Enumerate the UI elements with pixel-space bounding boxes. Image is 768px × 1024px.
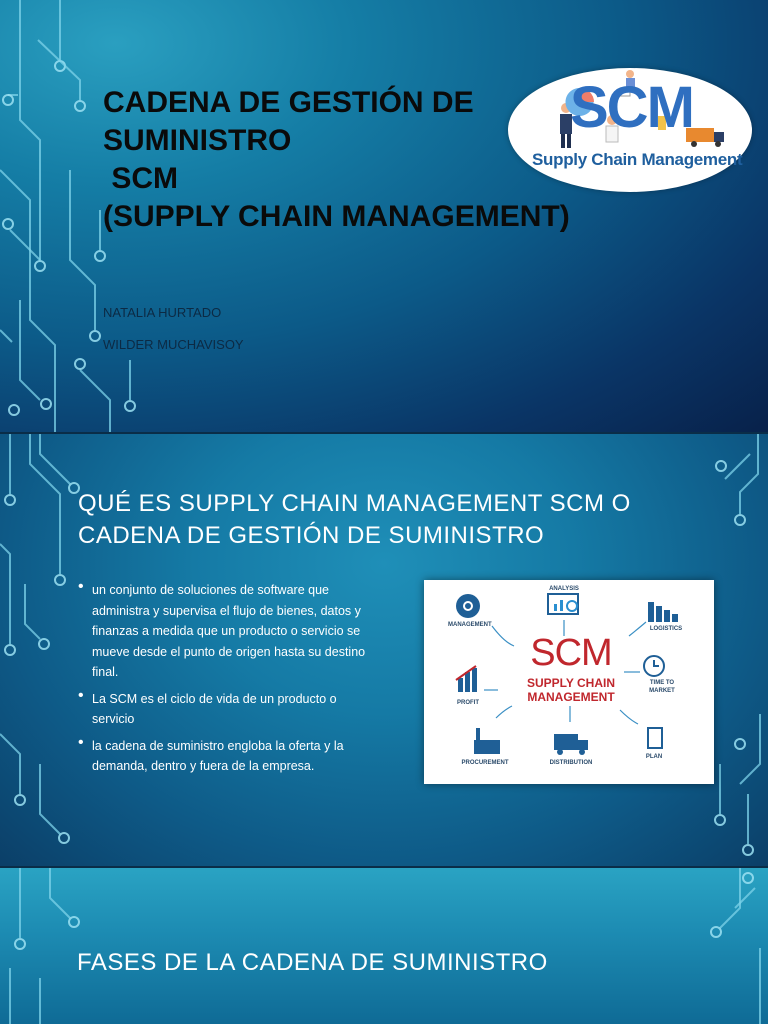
slide-2 [0,434,768,866]
presentation-title [103,84,570,236]
diagram-center-scm: SCM [530,632,612,674]
diagram-center-subtitle: MANAGEMENT [527,690,615,704]
diagram-label-procurement: PROCUREMENT [461,760,509,766]
circuit-decoration [0,868,768,1024]
author-name: NATALIA HURTADO [103,305,222,320]
scm-diagram-image [424,580,714,784]
slide-1 [0,0,768,432]
bullet-item: • un conjunto de soluciones de software que administra y supervisa el flujo de bienes, datos y finanzas a medida que un producto o servicio se mueve desde el punto de origen hasta su destino final. [82,580,382,683]
diagram-label-profit: PROFIT [457,700,479,706]
bullet-list [82,580,382,783]
diagram-label-time-to-market: TIME TO [649,680,675,686]
diagram-label-analysis: ANALYSIS [549,586,579,592]
title-line: SUMINISTRO [103,124,292,157]
scm-logo-image [508,68,752,192]
bullet-item: • la cadena de suministro engloba la oferta y la demanda, dentro y fuera de la empresa. [82,736,382,777]
slide-title: FASES DE LA CADENA DE SUMINISTRO [77,949,548,976]
title-line: SCM [103,162,178,195]
author-name: WILDER MUCHAVISOY [103,337,244,352]
diagram-label-logistics: LOGISTICS [649,626,683,632]
title-line: (SUPPLY CHAIN MANAGEMENT) [103,200,570,233]
slide-title-text: QUÉ ES SUPPLY CHAIN MANAGEMENT SCM O CADENA DE GESTIÓN DE SUMINISTRO [78,490,631,549]
slide-title [78,488,658,552]
slide-3 [0,868,768,1024]
diagram-label-management: MANAGEMENT [448,622,492,628]
diagram-label-plan: PLAN [645,754,663,760]
logo-scm-text: SCM [570,75,693,140]
logo-caption: Supply Chain Management [532,150,743,169]
bullet-item: • La SCM es el ciclo de vida de un producto o servicio [82,689,382,730]
diagram-label-distribution: DISTRIBUTION [549,760,593,766]
title-line: CADENA DE GESTIÓN DE [103,86,474,119]
diagram-label-time-to-market: MARKET [649,688,675,694]
diagram-center-subtitle: SUPPLY CHAIN [526,676,616,690]
